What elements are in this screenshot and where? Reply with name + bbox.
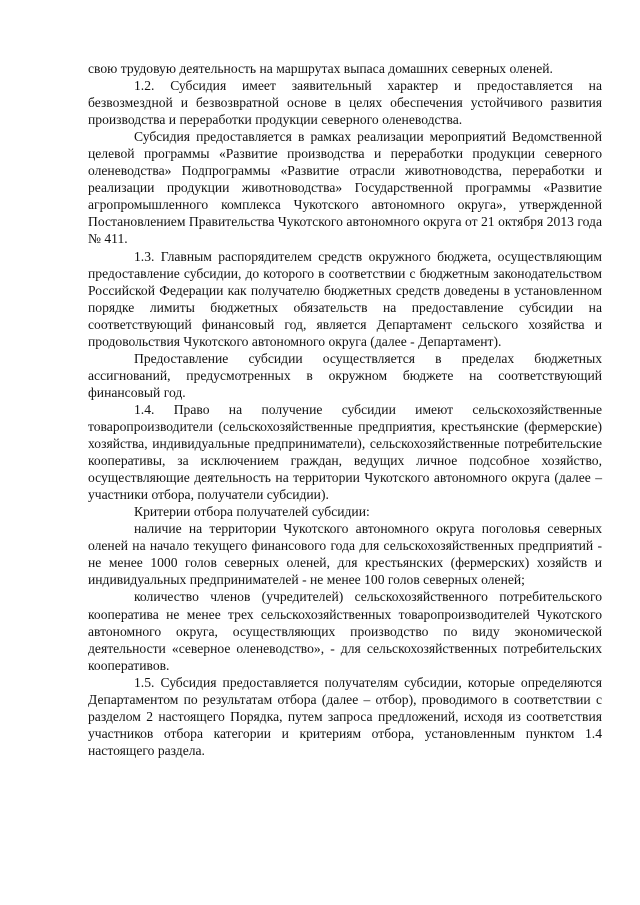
paragraph: 1.2. Субсидия имеет заявительный характер и предоставляется на безвозмездной и безвозвратной основе в целях обеспечения устойчивого развития производства и переработки продукции северного оленеводства. xyxy=(88,78,602,128)
paragraph: количество членов (учредителей) сельскохозяйственного потребительского кооператива не менее трех сельскохозяйственных товаропроизводителей Чукотского автономного округа, осуществляющих производство по виду экономической деятельности «северное оленеводство», - для сельскохозяйственных потребительских кооперативов. xyxy=(88,589,602,673)
document-page xyxy=(88,60,602,759)
paragraph: 1.4. Право на получение субсидии имеют сельскохозяйственные товаропроизводители (сельскохозяйственные предприятия, крестьянские (фермерские) хозяйства, индивидуальные предприниматели), сельскохозяйственные потребительские кооперативы, за исключением граждан, ведущих личное подсобное хозяйство, осуществляющие деятельность на территории Чукотского автономного округа (далее – участники отбора, получатели субсидии). xyxy=(88,401,602,503)
paragraph: свою трудовую деятельность на маршрутах выпаса домашних северных оленей. xyxy=(88,61,553,76)
paragraph: Критерии отбора получателей субсидии: xyxy=(134,504,370,520)
paragraph: 1.3. Главным распорядителем средств окружного бюджета, осуществляющим предоставление субсидии, до которого в соответствии с бюджетным законодательством Российской Федерации как получателю бюджетных средств доведены в установленном порядке лимиты бюджетных обязательств на предоставление субсидии на соответствующий финансовый год, является Департамент сельского хозяйства и продовольствия Чукотского автономного округа (далее - Департамент). xyxy=(88,248,602,349)
paragraph: 1.5. Субсидия предоставляется получателям субсидии, которые определяются Департаментом по результатам отбора (далее – отбор), проводимого в соответствии с разделом 2 настоящего Порядка, путем запроса предложений, исходя из соответствия участников отбора категории и критериям отбора, установленным пунктом 1.4 настоящего раздела. xyxy=(88,674,602,758)
paragraph: Субсидия предоставляется в рамках реализации мероприятий Ведомственной целевой программы «Развитие производства и переработки продукции северного оленеводства» Подпрограммы «Развитие отрасли животноводства, переработки и реализации продукции животноводства» Государственной программы «Развитие агропромышленного комплекса Чукотского автономного округа», утвержденной Постановлением Правительства Чукотского автономного округа от 21 октября 2013 года № 411. xyxy=(88,129,602,247)
paragraph: Предоставление субсидии осуществляется в пределах бюджетных ассигнований, предусмотренных в окружном бюджете на соответствующий финансовый год. xyxy=(88,350,602,400)
paragraph: наличие на территории Чукотского автономного округа поголовья северных оленей на начало текущего финансового года для сельскохозяйственных предприятий - не менее 1000 голов северных оленей, для крестьянских (фермерских) хозяйств и индивидуальных предпринимателей - не менее 100 голов северных оленей; xyxy=(88,521,602,588)
